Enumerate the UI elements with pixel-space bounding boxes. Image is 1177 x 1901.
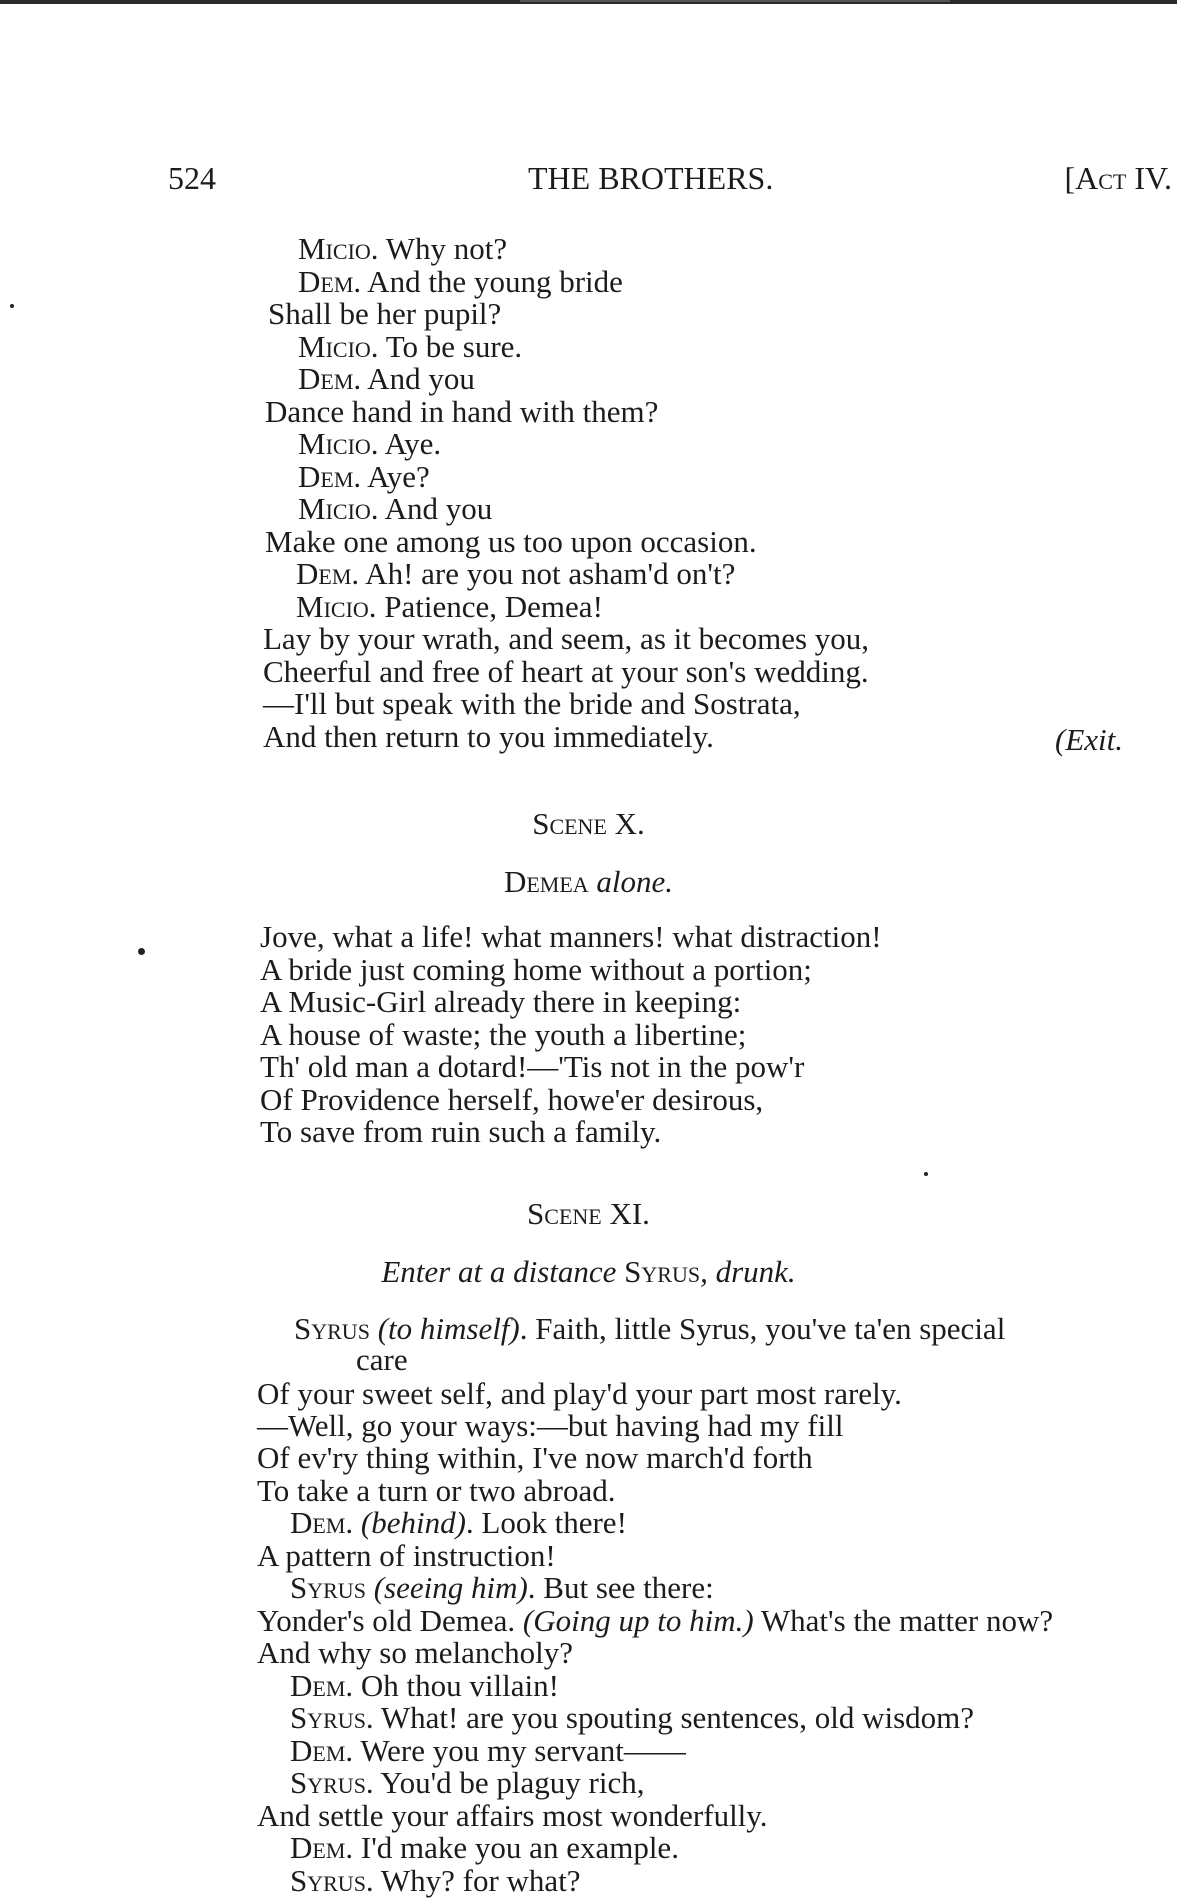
speaker: Dem. [298, 459, 362, 494]
verse-line: Syrus. What! are you spouting sentences, old wisdom? [290, 1700, 975, 1735]
verse-line: Of your sweet self, and play'd your part most rarely. [257, 1376, 902, 1411]
verse-line: Dem. Oh thou villain! [290, 1668, 559, 1703]
verse-line: Micio. And you [298, 491, 493, 526]
verse-line: And settle your affairs most wonderfully. [257, 1798, 768, 1833]
speaker: Micio. [298, 231, 379, 266]
print-speck [924, 1172, 928, 1176]
verse-line: A bride just coming home without a portion; [260, 952, 812, 987]
speaker: Micio. [298, 426, 379, 461]
verse-line: And then return to you immediately. [263, 719, 714, 754]
verse-line: Syrus (to himself). Faith, little Syrus, you've ta'en special [294, 1311, 1006, 1346]
speaker: Dem. [290, 1668, 354, 1703]
verse-line: Of ev'ry thing within, I've now march'd forth [257, 1440, 813, 1475]
speaker: Dem. [298, 264, 362, 299]
speaker: Syrus [290, 1570, 366, 1605]
stage-direction-exit: (Exit. [1055, 722, 1123, 757]
speaker: Syrus. [290, 1700, 374, 1735]
verse-line: Micio. Patience, Demea! [296, 589, 603, 624]
speaker: Dem. [296, 556, 360, 591]
verse-line: Of Providence herself, howe'er desirous, [260, 1082, 764, 1117]
act-label: [Act IV. [1064, 160, 1172, 196]
verse-line: —I'll but speak with the bride and Sostrata, [263, 686, 801, 721]
speaker: Micio. [298, 329, 379, 364]
verse-line: Syrus. Why? for what? [290, 1863, 581, 1898]
verse-line: Dem. (behind). Look there! [290, 1505, 627, 1540]
running-title: THE BROTHERS. [528, 160, 774, 196]
verse-line: To save from ruin such a family. [260, 1114, 662, 1149]
verse-line: A Music-Girl already there in keeping: [260, 984, 742, 1019]
verse-line: Lay by your wrath, and seem, as it becomes you, [263, 621, 870, 656]
verse-line: Yonder's old Demea. (Going up to him.) What's the matter now? [257, 1603, 1054, 1638]
speaker: Micio. [296, 589, 377, 624]
verse-line: —Well, go your ways:—but having had my fill [257, 1408, 844, 1443]
verse-line: Micio. To be sure. [298, 329, 523, 364]
verse-line: Micio. Why not? [298, 231, 508, 266]
print-speck [10, 304, 14, 308]
page-header [168, 160, 1172, 200]
verse-line: Shall be her pupil? [268, 296, 502, 331]
verse-line: To take a turn or two abroad. [257, 1473, 616, 1508]
verse-line: Syrus. You'd be plaguy rich, [290, 1765, 645, 1800]
verse-line: And why so melancholy? [257, 1635, 573, 1670]
page-number: 524 [168, 160, 216, 196]
verse-line: Micio. Aye. [298, 426, 442, 461]
speaker: Syrus [294, 1311, 370, 1346]
speaker: Dem. [290, 1505, 354, 1540]
scene-x-heading: Scene X. [532, 806, 645, 841]
verse-line: Dem. I'd make you an example. [290, 1830, 679, 1865]
margin-mark [138, 948, 145, 955]
verse-line: Dem. And the young bride [298, 264, 623, 299]
verse-line: Dem. Were you my servant—— [290, 1733, 686, 1768]
verse-line: Syrus (seeing him). But see there: [290, 1570, 714, 1605]
verse-line: Dem. Ah! are you not asham'd on't? [296, 556, 736, 591]
scene-x-characters: Demea alone. [503, 864, 674, 899]
verse-line: Dance hand in hand with them? [265, 394, 659, 429]
verse-line-continuation: care [356, 1342, 408, 1377]
speaker: Dem. [290, 1830, 354, 1865]
speaker: Dem. [290, 1733, 354, 1768]
verse-line: A house of waste; the youth a libertine; [260, 1017, 747, 1052]
verse-line: Th' old man a dotard!—'Tis not in the pow'r [260, 1049, 805, 1084]
verse-line: Jove, what a life! what manners! what distraction! [260, 919, 882, 954]
speaker: Syrus. [290, 1863, 374, 1898]
scene-xi-direction: Enter at a distance Syrus, drunk. [381, 1254, 796, 1289]
speaker: Micio. [298, 491, 379, 526]
verse-line: Dem. And you [298, 361, 475, 396]
verse-line: Dem. Aye? [298, 459, 430, 494]
verse-line: Cheerful and free of heart at your son's wedding. [263, 654, 869, 689]
top-rule-faint [520, 0, 950, 2]
verse-line: Make one among us too upon occasion. [265, 524, 757, 559]
speaker: Syrus. [290, 1765, 374, 1800]
verse-line: A pattern of instruction! [257, 1538, 556, 1573]
speaker: Dem. [298, 361, 362, 396]
scene-xi-heading: Scene XI. [527, 1196, 650, 1231]
